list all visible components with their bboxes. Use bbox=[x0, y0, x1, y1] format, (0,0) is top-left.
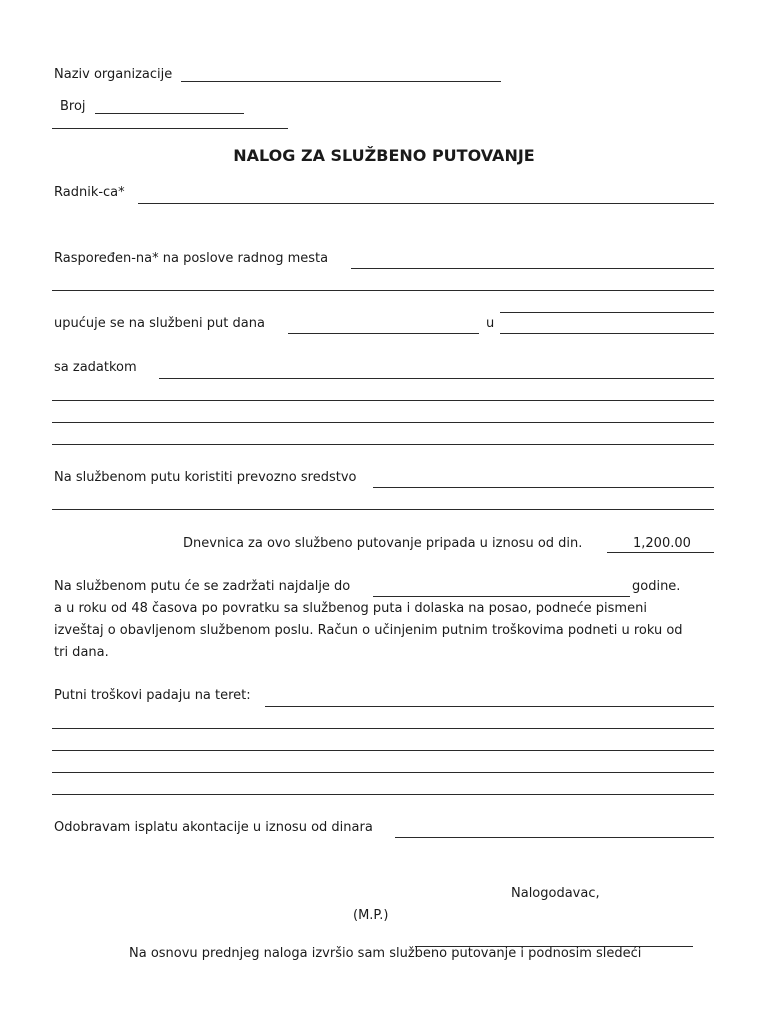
year-suffix: godine. bbox=[632, 579, 681, 594]
report-text-line-3: tri dana. bbox=[54, 645, 109, 660]
in-label: u bbox=[486, 316, 495, 331]
workplace-field[interactable] bbox=[351, 268, 714, 285]
workplace-field-continuation[interactable] bbox=[52, 290, 714, 307]
transport-label: Na službenom putu koristiti prevozno sredstvo bbox=[54, 470, 357, 485]
report-text-line-2: izveštaj o obavljenom službenom poslu. Račun o učinjenim putnim troškovima podneti u roku od bbox=[54, 623, 683, 638]
footer-text: Na osnovu prednjeg naloga izvršio sam službeno putovanje i podnosim sledeći bbox=[129, 946, 642, 961]
task-field-line-4[interactable] bbox=[52, 444, 714, 461]
header-divider bbox=[52, 128, 288, 129]
page-title: NALOG ZA SLUŽBENO PUTOVANJE bbox=[233, 146, 535, 165]
transport-field[interactable] bbox=[373, 487, 714, 504]
issuer-label: Nalogodavac, bbox=[511, 886, 600, 901]
costs-field-line-5[interactable] bbox=[52, 794, 714, 811]
report-text-line-1: a u roku od 48 časova po povratku sa službenog puta i dolaska na posao, podneće pismeni bbox=[54, 601, 647, 616]
costs-label: Putni troškovi padaju na teret: bbox=[54, 688, 251, 703]
task-field-line-3[interactable] bbox=[52, 422, 714, 439]
costs-field-line-4[interactable] bbox=[52, 772, 714, 789]
task-field[interactable] bbox=[159, 378, 714, 395]
destination-field[interactable] bbox=[500, 333, 714, 350]
advance-label: Odobravam isplatu akontacije u iznosu od dinara bbox=[54, 820, 373, 835]
task-label: sa zadatkom bbox=[54, 360, 137, 375]
task-field-line-2[interactable] bbox=[52, 400, 714, 417]
costs-field[interactable] bbox=[265, 706, 714, 723]
stay-label: Na službenom putu će se zadržati najdalje do bbox=[54, 579, 351, 594]
travel-date-field[interactable] bbox=[288, 333, 479, 350]
costs-field-line-3[interactable] bbox=[52, 750, 714, 767]
destination-field-upper[interactable] bbox=[500, 312, 714, 329]
per-diem-field[interactable] bbox=[607, 552, 714, 569]
organization-name-field[interactable] bbox=[181, 81, 501, 98]
employee-field[interactable] bbox=[138, 203, 714, 220]
transport-field-continuation[interactable] bbox=[52, 509, 714, 526]
costs-field-line-2[interactable] bbox=[52, 728, 714, 745]
employee-label: Radnik-ca* bbox=[54, 185, 125, 200]
per-diem-label: Dnevnica za ovo službeno putovanje pripada u iznosu od din. bbox=[183, 536, 583, 551]
stamp-label: (M.P.) bbox=[353, 908, 389, 923]
assigned-label: Raspoređen-na* na poslove radnog mesta bbox=[54, 251, 329, 266]
per-diem-value: 1,200.00 bbox=[633, 536, 691, 551]
sent-label: upućuje se na službeni put dana bbox=[54, 316, 265, 331]
number-label: Broj bbox=[60, 99, 86, 114]
advance-amount-field[interactable] bbox=[395, 837, 714, 854]
organization-label: Naziv organizacije bbox=[54, 67, 173, 82]
